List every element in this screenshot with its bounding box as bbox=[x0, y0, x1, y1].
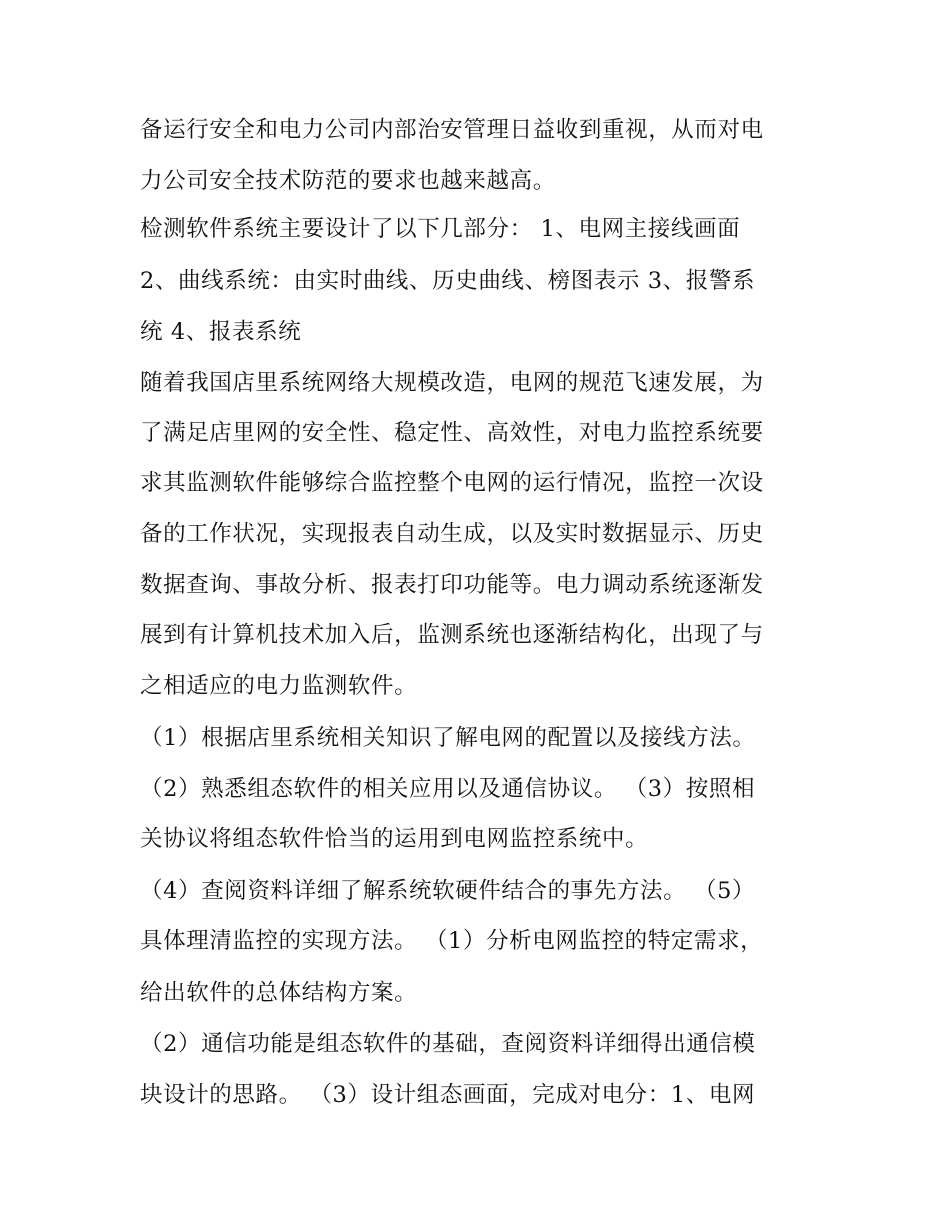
text-line: 统 4、报表系统 bbox=[140, 319, 302, 345]
text-line: 备运行安全和电力公司内部治安管理日益收到重视，从而对电 bbox=[140, 117, 764, 143]
text-line: 随着我国店里系统网络大规模改造，电网的规范飞速发展，为 bbox=[140, 370, 764, 396]
text-line: 展到有计算机技术加入后，监测系统也逐渐结构化，出现了与 bbox=[140, 622, 764, 648]
text-line: （4）查阅资料详细了解系统软硬件结合的事先方法。 （5） bbox=[140, 878, 756, 904]
text-line: 2、曲线系统：由实时曲线、历史曲线、榜图表示 3、报警系 bbox=[140, 268, 756, 294]
text-line: 之相适应的电力监测软件。 bbox=[140, 673, 418, 699]
text-line: 具体理清监控的实现方法。 （1）分析电网监控的特定需求， bbox=[140, 928, 764, 954]
text-line: 检测软件系统主要设计了以下几部分： 1、电网主接线画面 bbox=[140, 216, 741, 242]
text-line: （2）熟悉组态软件的相关应用以及通信协议。 （3）按照相 bbox=[140, 776, 756, 802]
text-line: 数据查询、事故分析、报表打印功能等。电力调动系统逐渐发 bbox=[140, 572, 764, 598]
text-line: 了满足店里网的安全性、稳定性、高效性，对电力监控系统要 bbox=[140, 420, 764, 446]
text-line: 关协议将组态软件恰当的运用到电网监控系统中。 bbox=[140, 826, 649, 852]
text-line: （1）根据店里系统相关知识了解电网的配置以及接线方法。 bbox=[140, 725, 756, 751]
text-line: 力公司安全技术防范的要求也越来越高。 bbox=[140, 168, 556, 194]
text-line: 块设计的思路。 （3）设计组态画面，完成对电分：1、电网 bbox=[140, 1082, 756, 1108]
text-line: （2）通信功能是组态软件的基础，查阅资料详细得出通信模 bbox=[140, 1031, 756, 1057]
text-line: 给出软件的总体结构方案。 bbox=[140, 980, 418, 1006]
text-line: 求其监测软件能够综合监控整个电网的运行情况，监控一次设 bbox=[140, 470, 764, 496]
text-line: 备的工作状况，实现报表自动生成，以及实时数据显示、历史 bbox=[140, 521, 764, 547]
